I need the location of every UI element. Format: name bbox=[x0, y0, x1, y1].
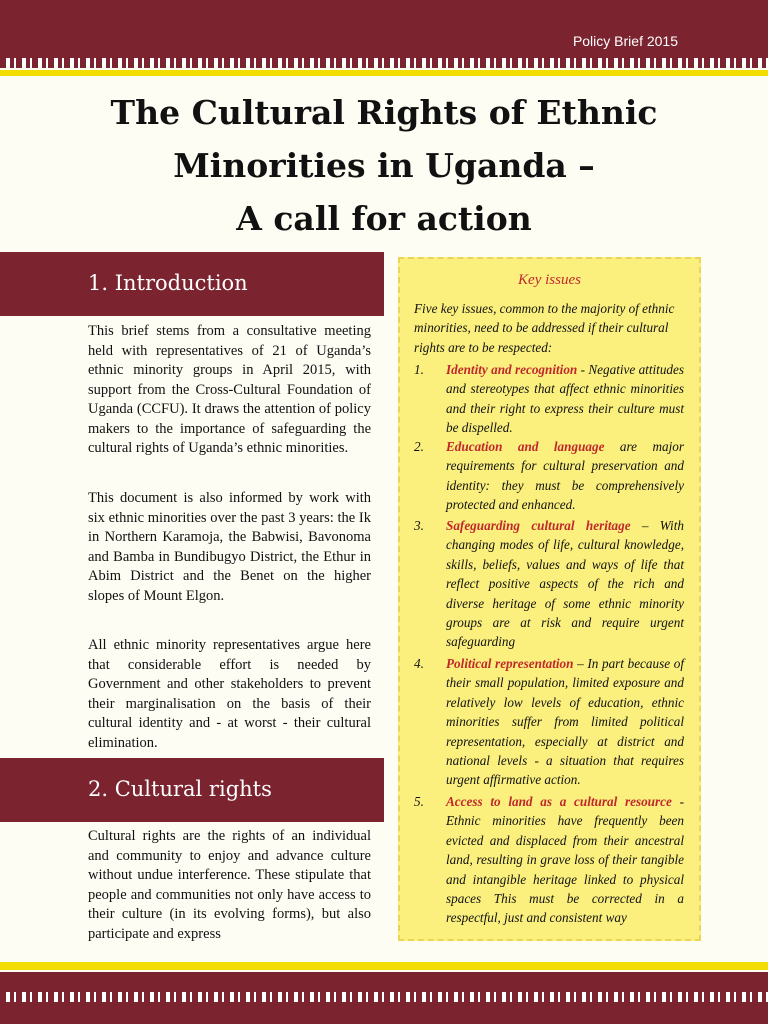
key-issue-text: – In part because of their small population, limited exposure and relatively low levels of education, ethnic minorities suffer from limited political representation, especially at district and national levels - a situation that requires urgent affirmative action. bbox=[446, 656, 684, 788]
key-issue-text: - Negative attitudes and stereotypes that affect ethnic minorities and their right to express their culture must be dispelled. bbox=[446, 362, 685, 436]
key-issue-title: Identity and recognition bbox=[446, 362, 578, 377]
intro-paragraph-3-text: All ethnic minority representatives argue here that considerable effort is needed by Government and other stakeholders to prevent their marginalisation on the basis of their cultural identity and - at worst - their cultural elimination. bbox=[88, 637, 371, 751]
title-line-1: The Cultural Rights of Ethnic bbox=[110, 93, 658, 132]
key-issue-item bbox=[414, 360, 684, 438]
key-issue-item bbox=[414, 516, 684, 652]
policy-brief-label: Policy Brief 2015 bbox=[572, 33, 678, 49]
key-issue-text: are major requirements for cultural preservation and identity: they must be comprehensively protected and enhanced. bbox=[446, 439, 684, 513]
top-decorative-pattern bbox=[0, 58, 768, 68]
cultural-rights-paragraph-text: Cultural rights are the rights of an individual and community to enjoy and advance culture without undue interference. These stipulate that people and communities not only have access to their culture (in its evolving forms), but also participate and express bbox=[88, 828, 371, 942]
key-issue-text: -Ethnic minorities have frequently been evicted and displaced from their ancestral land, resulting in grave loss of their tangible and intangible heritage linked to physical spaces This must be corrected in a respectful, just and consistent way bbox=[446, 794, 684, 926]
top-yellow-stripe bbox=[0, 70, 768, 76]
intro-paragraph-2-text: This document is also informed by work with six ethnic minorities over the past 3 years: the Ik in Northern Karamoja, the Babwisi, Bavonoma and Bamba in Bundibugyo District, the Ethur in Abim District and the Benet on the higher slopes of Mount Elgon. bbox=[88, 490, 371, 604]
cultural-rights-paragraph bbox=[88, 827, 371, 944]
cultural-rights-heading: 2. Cultural rights bbox=[88, 777, 272, 801]
key-issues-intro: Five key issues, common to the majority of ethnic minorities, need to be addressed if their cultural rights are to be respected: bbox=[414, 301, 675, 355]
top-banner bbox=[0, 0, 768, 58]
key-issue-item bbox=[414, 654, 684, 790]
title-line-3: A call for action bbox=[236, 199, 532, 238]
key-issue-number: 5. bbox=[414, 794, 424, 809]
key-issue-title: Political representation bbox=[446, 656, 574, 671]
introduction-heading-band bbox=[0, 252, 384, 316]
intro-paragraph-3 bbox=[88, 636, 371, 753]
intro-paragraph-1-text: This brief stems from a consultative meeting held with representatives of 21 of Uganda’s ethnic minority groups in April 2015, with support from the Cross-Cultural Foundation of Uganda (CCFU). It draws the attention of policy makers to the importance of safeguarding the cultural rights of Uganda’s ethnic minorities. bbox=[88, 323, 371, 456]
intro-paragraph-1 bbox=[88, 322, 371, 459]
cultural-rights-heading-band bbox=[0, 758, 384, 822]
key-issue-text: – With changing modes of life, cultural knowledge, skills, beliefs, values and ways of life that reflect positive aspects of the rich and diverse heritage of some ethnic minority groups are at risk and require urgent safeguarding bbox=[446, 518, 684, 650]
key-issue-number: 3. bbox=[414, 518, 424, 533]
key-issue-title: Access to land as a cultural resource bbox=[446, 794, 672, 809]
key-issue-item bbox=[414, 792, 684, 928]
key-issue-number: 1. bbox=[414, 362, 424, 377]
key-issue-item bbox=[414, 437, 684, 515]
key-issue-number: 4. bbox=[414, 656, 424, 671]
key-issue-title: Education and language bbox=[446, 439, 605, 454]
bottom-yellow-stripe bbox=[0, 962, 768, 970]
title-line-2: Minorities in Uganda – bbox=[173, 146, 595, 185]
page-title bbox=[0, 86, 768, 245]
key-issue-number: 2. bbox=[414, 439, 424, 454]
bottom-decorative-pattern bbox=[0, 992, 768, 1002]
key-issues-box bbox=[398, 257, 701, 941]
key-issues-heading: Key issues bbox=[518, 272, 581, 288]
key-issue-title: Safeguarding cultural heritage bbox=[446, 518, 631, 533]
intro-paragraph-2 bbox=[88, 489, 371, 606]
introduction-heading: 1. Introduction bbox=[88, 271, 248, 295]
